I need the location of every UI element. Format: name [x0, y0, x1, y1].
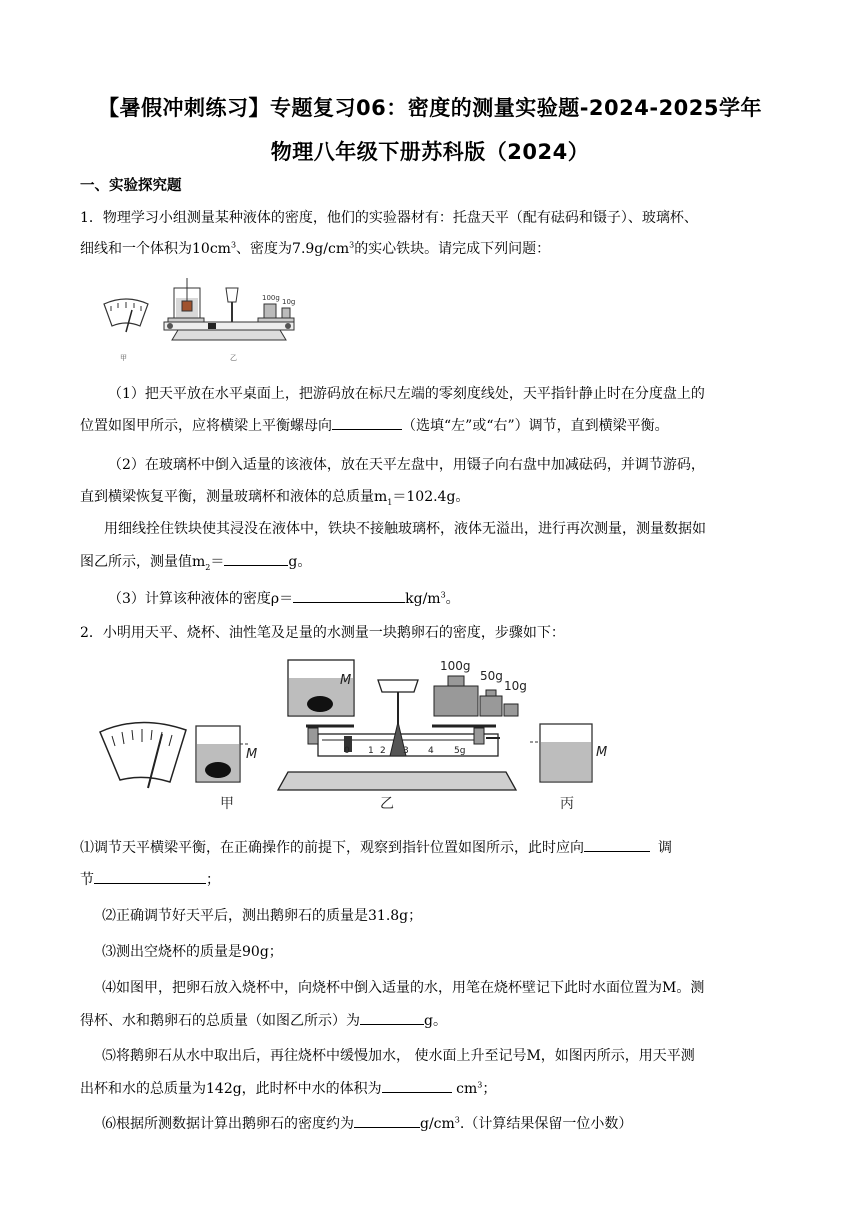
q2-answer-blank-3[interactable] — [360, 1009, 424, 1025]
q2-figure — [98, 654, 622, 818]
q1-label-yi: 乙 — [230, 354, 237, 362]
page-title-line1: 【暑假冲刺练习】专题复习06：密度的测量实验题-2024-2025学年 — [97, 96, 763, 120]
q1-balance — [164, 278, 294, 340]
q1-part2-line3: 用细线拴住铁块使其浸没在液体中，铁块不接触玻璃杯，液体无溢出，进行再次测量，测量数据如 — [104, 521, 706, 537]
q2-beaker-jia — [196, 726, 248, 782]
q1-part2-sub2: 2 — [205, 562, 211, 572]
q2-step1-text-c: 节 — [80, 872, 94, 888]
q2-step5-line2 — [80, 1077, 496, 1098]
q1-part2-line2 — [80, 486, 469, 507]
section-heading: 一、实验探究题 — [80, 178, 182, 194]
q1-part1-line2 — [80, 414, 669, 435]
q2-step2: ⑵正确调节好天平后，测出鹅卵石的质量是31.8g； — [102, 908, 423, 924]
q2-scale-1: 1 — [368, 746, 374, 756]
q2-step6-text-b: g/cm — [420, 1116, 455, 1132]
q2-step5-text-c: ； — [482, 1081, 497, 1097]
q2-mark-m-jia: M — [246, 747, 258, 762]
q2-step5-sup: 3 — [477, 1080, 483, 1090]
q2-step4-line1: ⑷如图甲，把卵石放入烧杯中，向烧杯中倒入适量的水，用笔在烧杯壁记下此时水面位置为M。测 — [102, 980, 705, 996]
q1-figure — [96, 274, 308, 364]
q1-part2-text-d: ＝ — [210, 554, 225, 570]
q2-scale-5g: 5g — [454, 746, 466, 756]
q2-mark-m-bing: M — [596, 745, 608, 760]
q2-step1-line1 — [80, 836, 672, 857]
q2-step1-text-b: 调 — [658, 840, 672, 856]
q2-label-yi: 乙 — [380, 796, 394, 812]
q1-weight-10g: 10g — [282, 298, 296, 306]
q1-part1-line1: （1）把天平放在水平桌面上，把游码放在标尺左端的零刻度线处，天平指针静止时在分度盘上的 — [108, 386, 705, 402]
q1-stem-text-a: 细线和一个体积为10cm — [80, 241, 231, 257]
q2-weight-10g: 10g — [504, 679, 527, 693]
q1-stem-text-b: 、密度为7.9g/cm — [236, 241, 350, 257]
q1-stem-text-c: 的实心铁块。请完成下列问题： — [354, 241, 551, 257]
q2-step3: ⑶测出空烧杯的质量是90g； — [102, 944, 283, 960]
q1-weight-100g: 100g — [262, 294, 280, 302]
q1-part2-line4 — [80, 550, 311, 572]
q1-part2-text-b: ＝102.4g。 — [392, 489, 470, 505]
q1-part3-text-c: 。 — [445, 591, 460, 607]
q1-part2-sub: 1 — [387, 497, 393, 507]
q2-stem: 2．小明用天平、烧杯、油性笔及足量的水测量一块鹅卵石的密度，步骤如下： — [80, 625, 565, 641]
q1-label-jia: 甲 — [120, 354, 127, 362]
q1-part3-text-a: （3）计算该种液体的密度ρ＝ — [108, 591, 294, 607]
q1-part2-text-e: g。 — [288, 554, 312, 570]
q2-mark-m-yi: M — [340, 673, 352, 688]
q1-stem-line1: 1．物理学习小组测量某种液体的密度，他们的实验器材有：托盘天平（配有砝码和镊子）、玻璃杯、 — [80, 210, 698, 226]
q2-step1-text-d: ； — [206, 872, 220, 888]
q2-answer-blank-1[interactable] — [584, 836, 650, 852]
q1-part1-text-b: （选填“左”或“右”）调节，直到横梁平衡。 — [402, 418, 669, 434]
q2-step5-line1: ⑸将鹅卵石从水中取出后，再往烧杯中缓慢加水， 使水面上升至记号M，如图丙所示，用天平测 — [102, 1048, 695, 1064]
q1-part3-text-b: kg/m — [405, 591, 441, 607]
q1-answer-blank-3[interactable] — [293, 587, 405, 603]
q1-part2-text-a: 直到横梁恢复平衡，测量玻璃杯和液体的总质量m — [80, 489, 388, 505]
q1-stem-line2 — [80, 238, 550, 258]
q2-label-jia: 甲 — [220, 796, 234, 812]
q2-step6-text-c: .（计算结果保留一位小数） — [459, 1116, 633, 1132]
q2-answer-blank-4[interactable] — [382, 1077, 452, 1093]
q1-answer-blank-1[interactable] — [332, 414, 402, 430]
q2-step4-text-b: g。 — [424, 1013, 447, 1029]
q2-step6-text-a: ⑹根据所测数据计算出鹅卵石的密度约为 — [102, 1116, 354, 1132]
q2-step6-sup: 3 — [454, 1115, 460, 1125]
q2-scale-3: 3 — [403, 746, 409, 756]
q2-answer-blank-2[interactable] — [94, 868, 206, 884]
q2-label-bing: 丙 — [560, 796, 574, 812]
q2-step6-line — [102, 1112, 632, 1133]
q2-weight-100g: 100g — [440, 659, 471, 673]
page-title-line2: 物理八年级下册苏科版（2024） — [270, 140, 590, 164]
q1-answer-blank-2[interactable] — [224, 550, 288, 566]
q2-pointer-dial — [100, 722, 186, 788]
q2-step4-line2 — [80, 1009, 447, 1030]
q2-answer-blank-5[interactable] — [354, 1112, 420, 1128]
q2-step1-line2 — [80, 868, 220, 889]
q1-part3-line — [108, 587, 460, 608]
q2-scale-2: 2 — [380, 746, 386, 756]
q2-step4-text-a: 得杯、水和鹅卵石的总质量（如图乙所示）为 — [80, 1013, 360, 1029]
q2-beaker-bing — [530, 724, 592, 782]
q1-part2-line1: （2）在玻璃杯中倒入适量的该液体，放在天平左盘中，用镊子向右盘中加减砝码，并调节游码， — [108, 457, 705, 473]
q2-scale-0: 0 — [344, 746, 350, 756]
q2-scale-4: 4 — [428, 746, 434, 756]
q1-pointer-dial — [104, 299, 148, 332]
q1-stem-sup2: 3 — [349, 240, 355, 250]
q1-part3-sup: 3 — [440, 590, 446, 600]
q1-part2-text-c: 图乙所示，测量值m — [80, 554, 206, 570]
q2-step1-text-a: ⑴调节天平横梁平衡，在正确操作的前提下，观察到指针位置如图所示，此时应向 — [80, 840, 584, 856]
q2-weight-50g: 50g — [480, 669, 503, 683]
q2-step5-text-a: 出杯和水的总质量为142g，此时杯中水的体积为 — [80, 1081, 382, 1097]
q2-step5-text-b: cm — [451, 1081, 478, 1097]
q1-part1-text-a: 位置如图甲所示，应将横梁上平衡螺母向 — [80, 418, 332, 434]
q1-stem-sup: 3 — [230, 240, 237, 250]
